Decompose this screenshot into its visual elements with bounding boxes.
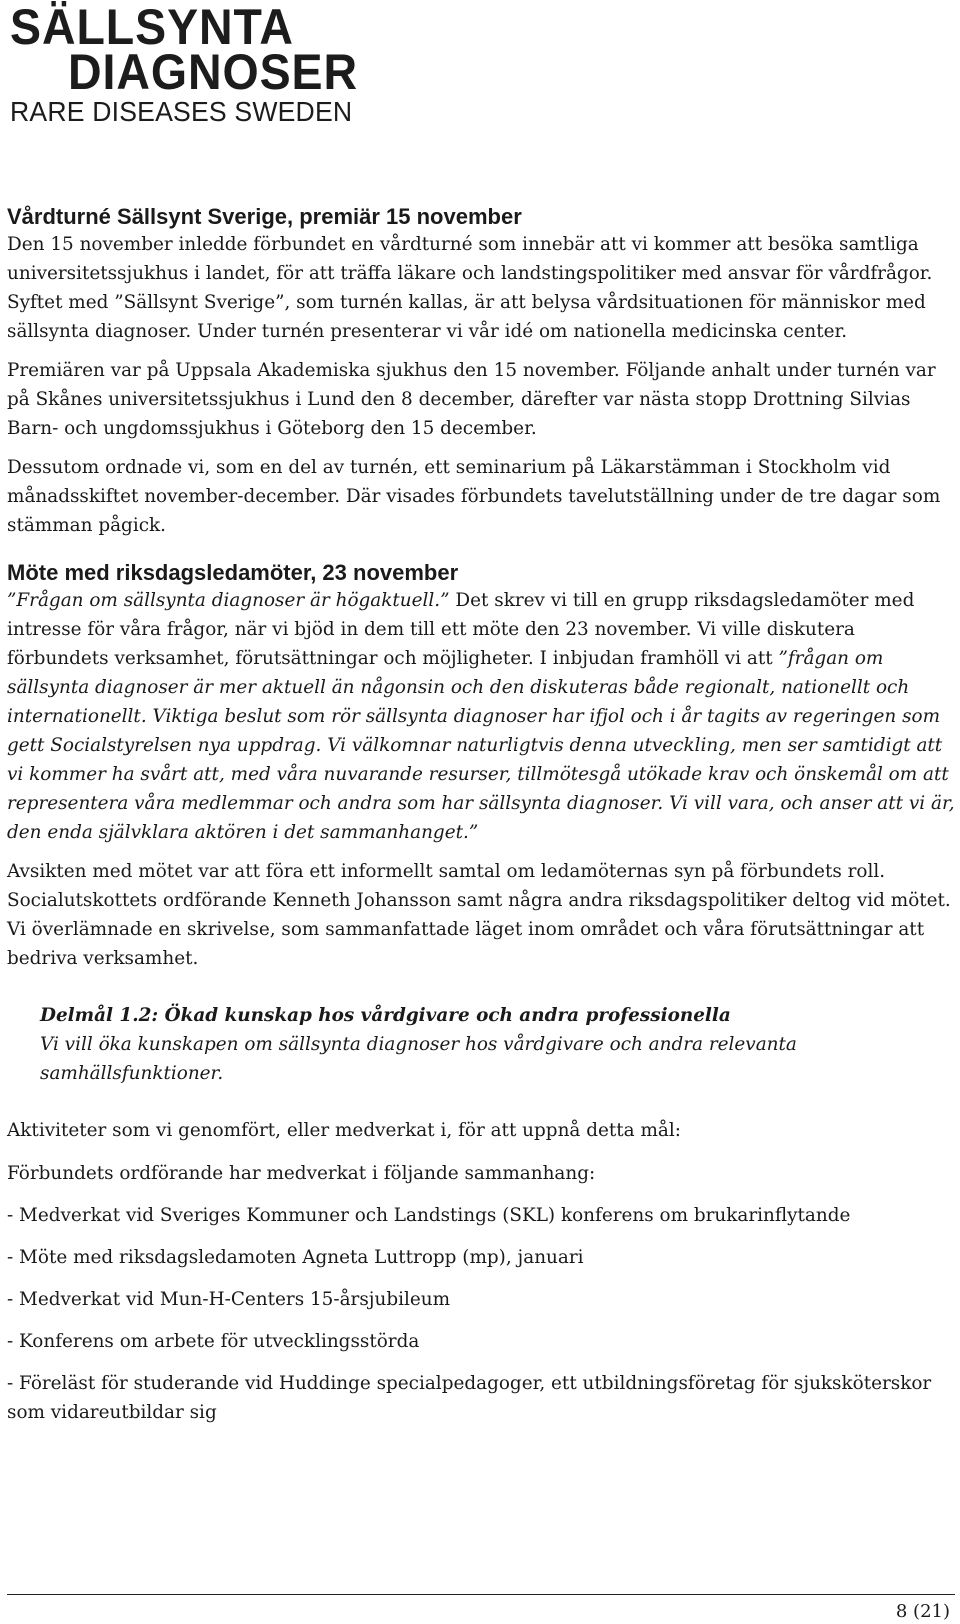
logo-line-2: DIAGNOSER bbox=[68, 44, 358, 100]
logo-line-1: SÄLLSYNTA bbox=[10, 0, 294, 55]
list-item: - Medverkat vid Mun-H-Centers 15-årsjubileum bbox=[7, 1289, 451, 1310]
activities-list bbox=[7, 1201, 955, 1427]
paragraph-vardturne-premiar: Premiären var på Uppsala Akademiska sjukhus den 15 november. Följande anhalt under turnén var på Skånes universitetssjukhus i Lund den 8 december, därefter var nästa stopp Drottning Silvias Barn- och ungdomssjukhus i Göteborg den 15 december. bbox=[7, 360, 936, 439]
invitation-text: Det skrev vi till en grupp riksdagsledamöter med intresse för våra frågor, när vi bjöd in dem till ett möte den 23 november. Vi ville diskutera förbundets verksamhet, förutsättningar och möjligheter. I inbjudan framhöll vi att bbox=[7, 590, 915, 669]
page-number: 8 (21) bbox=[895, 1601, 950, 1622]
paragraph-vardturne-intro: Den 15 november inledde förbundet en vårdturné som innebär att vi kommer att besöka samtliga universitetssjukhus i landet, för att träffa läkare och landstingspolitiker med ansvar för vårdfrågor. Syftet med ”Sällsynt Sverige”, som turnén kallas, är att belysa vårdsituationen för människor med sällsynta diagnoser. Under turnén presenterar vi vår idé om nationella medicinska center. bbox=[7, 234, 933, 342]
quote-invitation: ”frågan om sällsynta diagnoser är mer aktuell än någonsin och den diskuteras både regionalt, nationellt och internationellt. Viktiga beslut som rör sällsynta diagnoser har ifjol och i år tagits av regeringen som gett Socialstyrelsen nya uppdrag. Vi välkomnar naturligtvis denna utveckling, men ser samtidigt att vi kommer ha svårt att, med våra nuvarande resurser, tillmötesgå utökade krav och önskemål om att representera våra medlemmar och andra som har sällsynta diagnoser. Vi vill vara, och anser att vi är, den enda självklara aktören i det sammanhanget.” bbox=[7, 648, 955, 843]
logo-line-3: RARE DISEASES SWEDEN bbox=[10, 96, 353, 127]
section-heading-riksdagsmote: Möte med riksdagsledamöter, 23 november bbox=[7, 560, 459, 585]
activities-intro: Aktiviteter som vi genomfört, eller medverkat i, för att uppnå detta mål: bbox=[7, 1120, 681, 1141]
list-item: - Möte med riksdagsledamoten Agneta Luttropp (mp), januari bbox=[7, 1247, 584, 1268]
paragraph-riksdagsmote-invitation bbox=[7, 586, 955, 847]
list-item: - Föreläst för studerande vid Huddinge specialpedagoger, ett utbildningsföretag för sjuksköterskor som vidareutbildar sig bbox=[7, 1373, 932, 1423]
quote-hogaktuell: ”Frågan om sällsynta diagnoser är högaktuell.” bbox=[7, 590, 450, 611]
goal-title: Delmål 1.2: Ökad kunskap hos vårdgivare och andra professionella bbox=[40, 1005, 731, 1026]
footer-divider bbox=[7, 1594, 955, 1595]
document-body bbox=[7, 204, 955, 1427]
section-heading-vardturne: Vårdturné Sällsynt Sverige, premiär 15 november bbox=[7, 204, 522, 229]
list-item: - Konferens om arbete för utvecklingsstörda bbox=[7, 1331, 420, 1352]
goal-text: Vi vill öka kunskapen om sällsynta diagnoser hos vårdgivare och andra relevanta samhällsfunktioner. bbox=[40, 1034, 797, 1084]
goal-block bbox=[40, 1001, 955, 1088]
paragraph-vardturne-seminarium: Dessutom ordnade vi, som en del av turnén, ett seminarium på Läkarstämman i Stockholm vid månadsskiftet november-december. Där visades förbundets tavelutställning under de tre dagar som stämman pågick. bbox=[7, 457, 941, 536]
activities-subheading: Förbundets ordförande har medverkat i följande sammanhang: bbox=[7, 1163, 596, 1184]
organization-logo bbox=[10, 2, 380, 126]
list-item: - Medverkat vid Sveriges Kommuner och Landstings (SKL) konferens om brukarinflytande bbox=[7, 1205, 851, 1226]
paragraph-riksdagsmote-purpose: Avsikten med mötet var att föra ett informellt samtal om ledamöternas syn på förbundets roll. Socialutskottets ordförande Kenneth Johansson samt några andra riksdagspolitiker deltog vid mötet. Vi överlämnade en skrivelse, som sammanfattade läget inom området och våra förutsättningar att bedriva verksamhet. bbox=[7, 861, 951, 969]
